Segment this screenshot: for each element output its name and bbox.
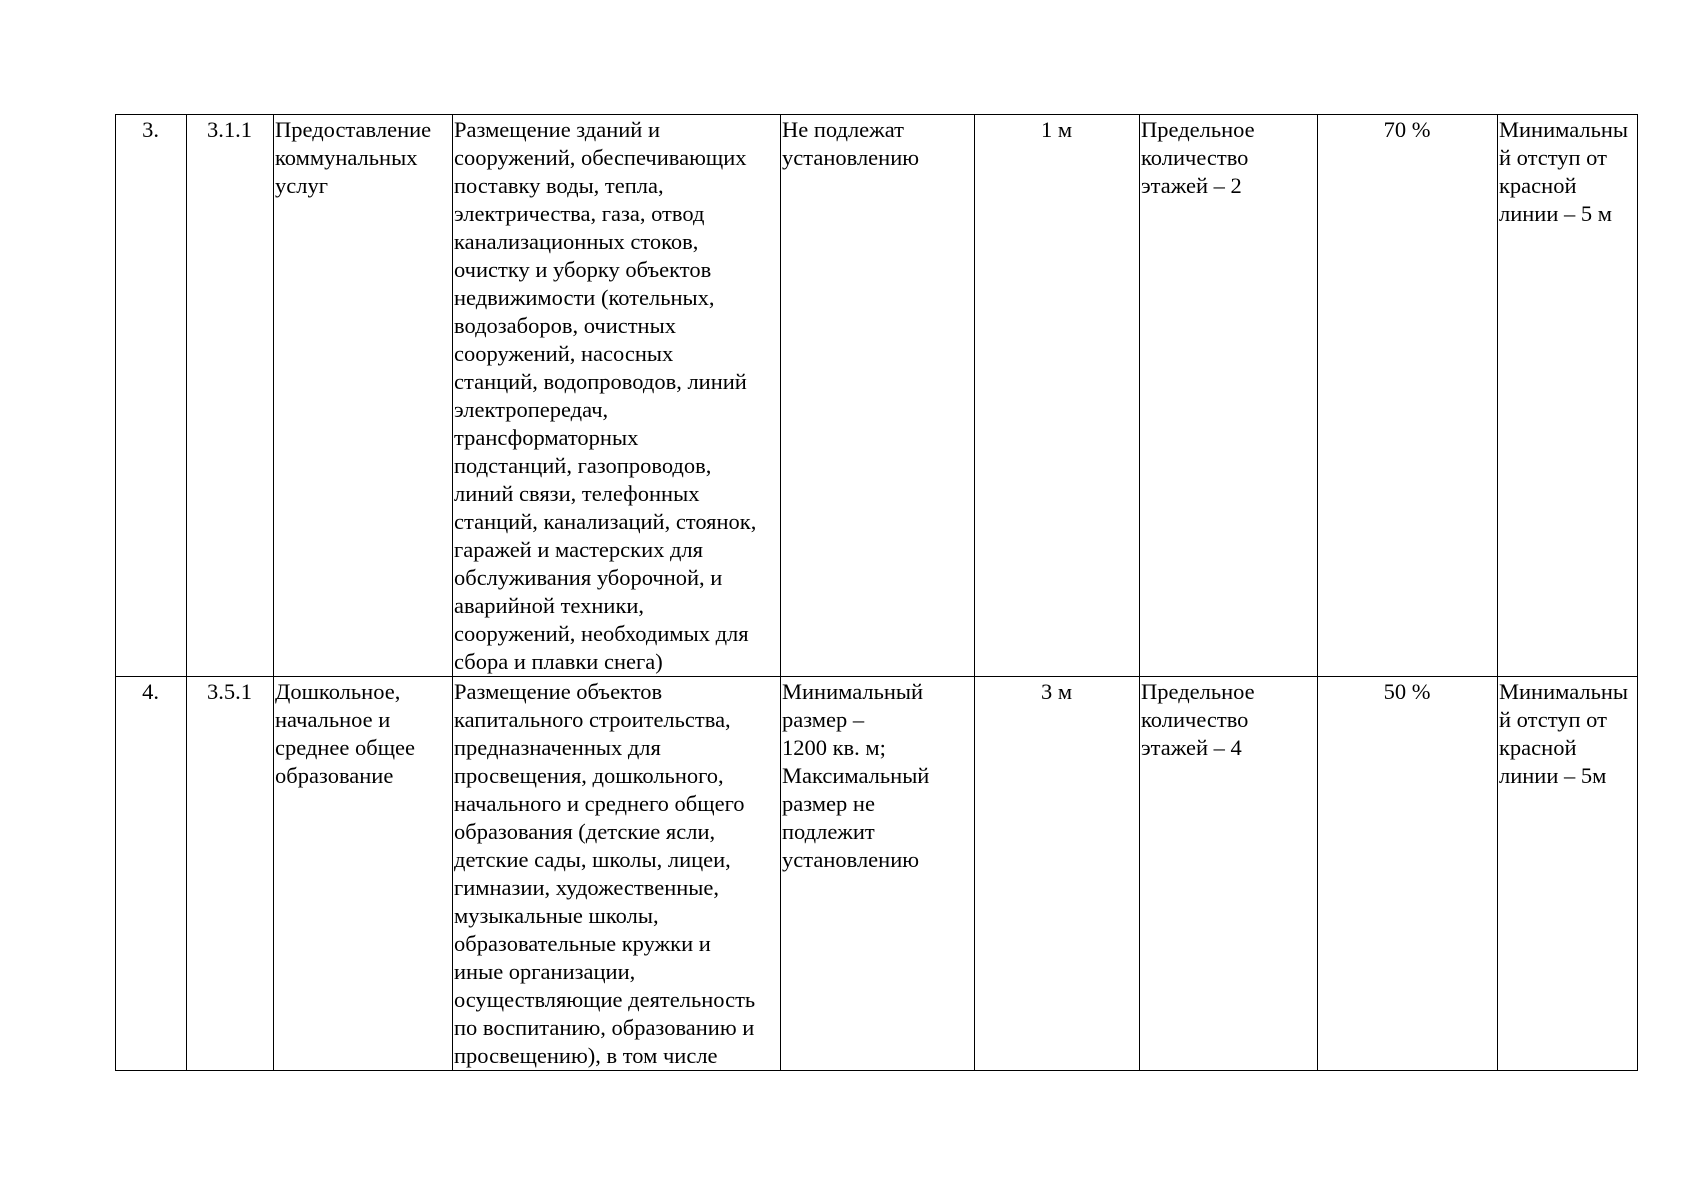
row-number: 3. bbox=[116, 115, 187, 677]
table-row bbox=[116, 115, 1638, 677]
zoning-table bbox=[115, 114, 1638, 1071]
use-code: 3.1.1 bbox=[187, 115, 274, 677]
row-number: 4. bbox=[116, 677, 187, 1071]
floors-limit: Предельное количество этажей – 2 bbox=[1140, 115, 1318, 677]
use-description: Размещение зданий и сооружений, обеспечивающих поставку воды, тепла, электричества, газа, отвод канализационных стоков, очистку и уборку объектов недвижимости (котельных, водозаборов, очистных сооружений, насосных станций, водопроводов, линий электропередач, трансформаторных подстанций, газопроводов, линий связи, телефонных станций, канализаций, стоянок, гаражей и мастерских для обслуживания уборочной, и аварийной техники, сооружений, необходимых для сбора и плавки снега) bbox=[453, 115, 781, 677]
table-row bbox=[116, 677, 1638, 1071]
use-code: 3.5.1 bbox=[187, 677, 274, 1071]
coverage-percent: 70 % bbox=[1318, 115, 1498, 677]
setback: 3 м bbox=[975, 677, 1140, 1071]
coverage-percent: 50 % bbox=[1318, 677, 1498, 1071]
red-line-setback: Минимальны й отступ от красной линии – 5 м bbox=[1498, 115, 1638, 677]
floors-limit: Предельное количество этажей – 4 bbox=[1140, 677, 1318, 1071]
use-name: Дошкольное, начальное и среднее общее образование bbox=[274, 677, 453, 1071]
use-description: Размещение объектов капитального строительства, предназначенных для просвещения, дошкольного, начального и среднего общего образования (детские ясли, детские сады, школы, лицеи, гимназии, художественные, музыкальные школы, образовательные кружки и иные организации, осуществляющие деятельность по воспитанию, образованию и просвещению), в том числе bbox=[453, 677, 781, 1071]
plot-size: Не подлежат установлению bbox=[781, 115, 975, 677]
setback: 1 м bbox=[975, 115, 1140, 677]
use-name: Предоставление коммунальных услуг bbox=[274, 115, 453, 677]
plot-size: Минимальный размер – 1200 кв. м; Максимальный размер не подлежит установлению bbox=[781, 677, 975, 1071]
red-line-setback: Минимальны й отступ от красной линии – 5м bbox=[1498, 677, 1638, 1071]
